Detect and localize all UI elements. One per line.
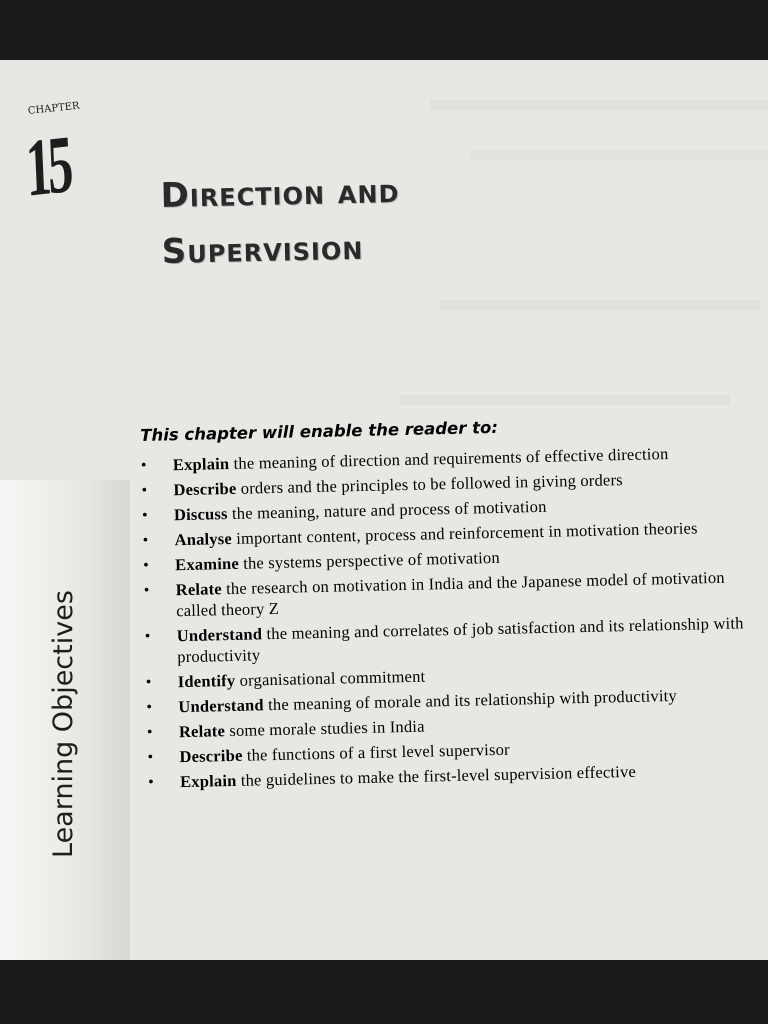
objective-verb: Relate bbox=[175, 579, 223, 600]
bullet-icon: • bbox=[143, 581, 150, 599]
objective-text: the guidelines to make the first-level supervision effective bbox=[236, 761, 637, 790]
objective-text: the meaning, nature and process of motivation bbox=[227, 496, 547, 524]
chapter-title-line1: Direction and bbox=[160, 170, 400, 216]
objective-verb: Analyse bbox=[174, 528, 233, 550]
objective-verb: Describe bbox=[173, 478, 237, 500]
bullet-icon: • bbox=[144, 627, 151, 645]
objective-text: the meaning of morale and its relationship with productivity bbox=[263, 685, 678, 715]
objective-text: organisational commitment bbox=[235, 666, 426, 690]
bleed-through-line bbox=[400, 395, 730, 405]
bleed-through-line bbox=[430, 100, 768, 110]
objective-verb: Relate bbox=[178, 721, 226, 742]
objectives-list bbox=[141, 441, 768, 793]
objective-verb: Identify bbox=[177, 670, 236, 692]
bullet-icon: • bbox=[142, 556, 150, 574]
objective-verb: Explain bbox=[179, 770, 237, 792]
objective-verb: Understand bbox=[176, 624, 263, 646]
bullet-icon: • bbox=[147, 748, 154, 766]
objective-verb: Examine bbox=[174, 553, 240, 575]
bullet-icon: • bbox=[147, 773, 155, 791]
objectives-intro: This chapter will enable the reader to: bbox=[140, 417, 499, 445]
bullet-icon: • bbox=[141, 506, 149, 524]
objective-text: the systems perspective of motivation bbox=[238, 547, 501, 573]
objective-text: the research on motivation in India and the Japanese model of motivation called theory Z bbox=[175, 567, 725, 621]
learning-objectives bbox=[140, 412, 768, 797]
chapter-title bbox=[160, 163, 401, 280]
bullet-icon: • bbox=[146, 723, 153, 741]
bleed-through-line bbox=[470, 150, 768, 160]
objective-verb: Understand bbox=[178, 695, 265, 717]
objective-text: some morale studies in India bbox=[224, 716, 425, 741]
objective-text: the functions of a first level supervisor bbox=[242, 739, 510, 765]
objective-text: important content, process and reinforcement in motivation theories bbox=[231, 518, 698, 548]
chapter-label: CHAPTER bbox=[27, 100, 81, 117]
bullet-icon: • bbox=[141, 481, 148, 499]
objective-verb: Describe bbox=[179, 745, 243, 767]
chapter-number: 15 bbox=[24, 118, 72, 214]
bullet-icon: • bbox=[142, 531, 149, 549]
bullet-icon: • bbox=[140, 456, 147, 474]
chapter-title-line2: Supervision bbox=[161, 227, 364, 272]
bullet-icon: • bbox=[145, 673, 152, 691]
bleed-through-line bbox=[440, 300, 760, 310]
objective-verb: Explain bbox=[172, 453, 230, 475]
objective-text: orders and the principles to be followed in giving orders bbox=[236, 470, 623, 498]
objective-text: the meaning of direction and requirements of effective direction bbox=[229, 444, 669, 473]
objective-text: the meaning and correlates of job satisfaction and its relationship with productivity bbox=[177, 613, 744, 667]
sidebar-label: Learning Objectives bbox=[48, 590, 79, 858]
bullet-icon: • bbox=[146, 698, 153, 716]
objective-verb: Discuss bbox=[173, 504, 228, 525]
